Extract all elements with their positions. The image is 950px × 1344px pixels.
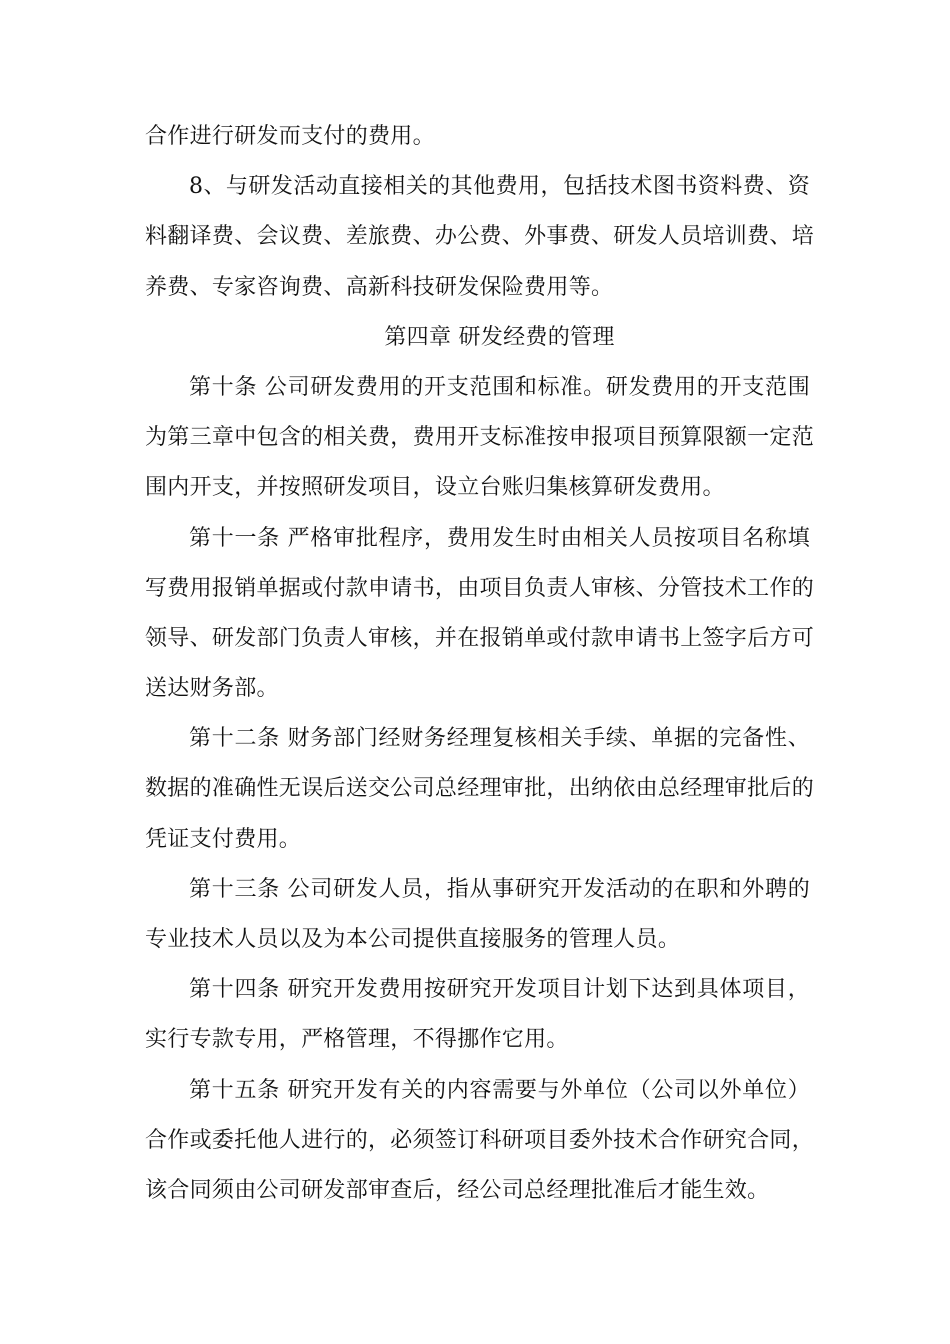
paragraph-line: 第十条 公司研发费用的开支范围和标准。研发费用的开支范围 — [189, 374, 810, 400]
paragraph-line: 专业技术人员以及为本公司提供直接服务的管理人员。 — [145, 927, 681, 952]
paragraph-line: 8、与研发活动直接相关的其他费用，包括技术图书资料费、资 — [189, 174, 810, 200]
paragraph-line: 第十五条 研究开发有关的内容需要与外单位（公司以外单位） — [189, 1077, 810, 1103]
chapter-heading: 第四章 研发经费的管理 — [384, 324, 615, 350]
paragraph-line: 养费、专家咨询费、高新科技研发保险费用等。 — [145, 274, 614, 300]
paragraph-line: 第十二条 财务部门经财务经理复核相关手续、单据的完备性、 — [189, 726, 810, 752]
paragraph-line: 数据的准确性无误后送交公司总经理审批，出纳依由总经理审批后的 — [145, 776, 815, 802]
paragraph-line: 写费用报销单据或付款申请书，由项目负责人审核、分管技术工作的 — [145, 575, 815, 601]
paragraph-line: 第十一条 严格审批程序，费用发生时由相关人员按项目名称填 — [189, 525, 810, 551]
paragraph-line: 料翻译费、会议费、差旅费、办公费、外事费、研发人员培训费、培 — [145, 224, 815, 250]
document-body — [145, 112, 815, 1216]
paragraph-line: 合作进行研发而支付的费用。 — [145, 124, 435, 149]
paragraph-line: 围内开支，并按照研发项目，设立台账归集核算研发费用。 — [145, 475, 725, 501]
paragraph-line: 实行专款专用，严格管理，不得挪作它用。 — [145, 1027, 569, 1053]
paragraph-line: 第十三条 公司研发人员，指从事研究开发活动的在职和外聘的 — [189, 876, 810, 902]
paragraph-line: 送达财务部。 — [145, 676, 279, 702]
paragraph-line: 该合同须由公司研发部审查后，经公司总经理批准后才能生效。 — [145, 1177, 770, 1203]
paragraph-line: 领导、研发部门负责人审核，并在报销单或付款申请书上签字后方可 — [145, 625, 815, 651]
paragraph-line: 为第三章中包含的相关费，费用开支标准按申报项目预算限额一定范 — [145, 425, 815, 451]
paragraph-line: 合作或委托他人进行的，必须签订科研项目委外技术合作研究合同， — [145, 1127, 815, 1153]
paragraph-line: 第十四条 研究开发费用按研究开发项目计划下达到具体项目， — [189, 977, 810, 1003]
paragraph-line: 凭证支付费用。 — [145, 826, 302, 852]
